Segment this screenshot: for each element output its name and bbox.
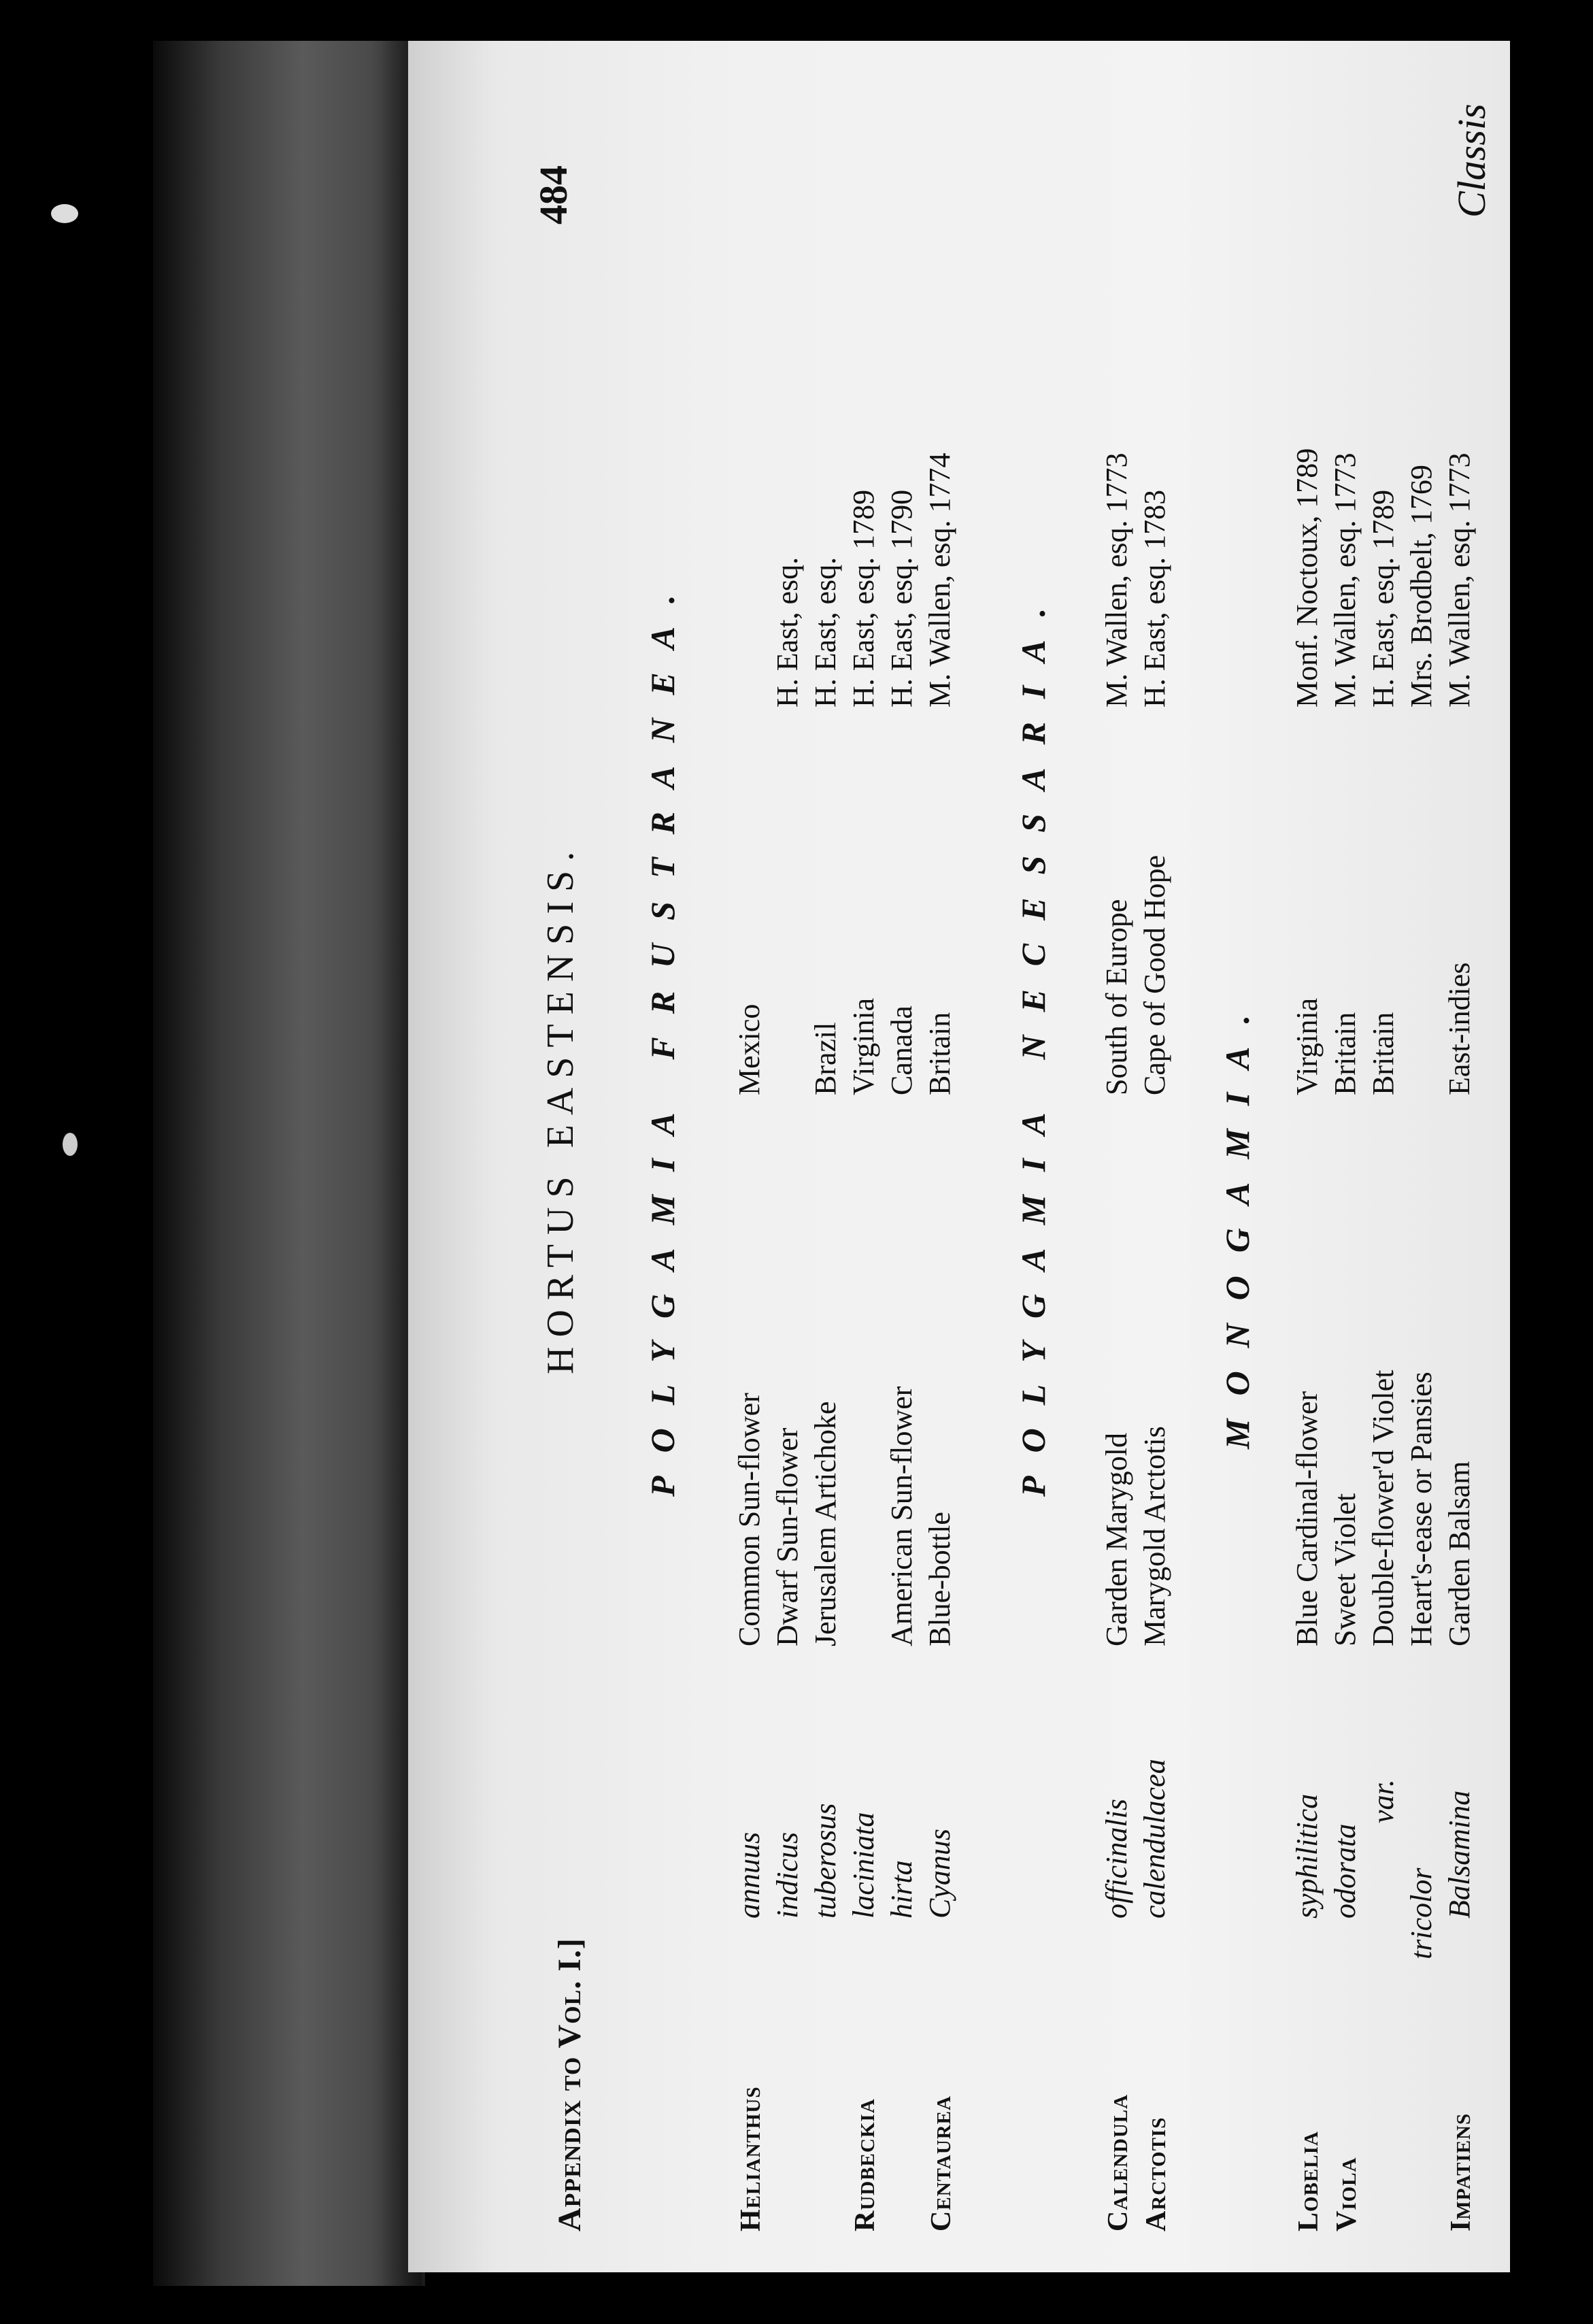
common-name: Jerusalem Artichoke (809, 1401, 842, 1646)
common-name: Garden Marygold (1100, 1432, 1133, 1646)
genus-name: Calendula (1103, 2093, 1134, 2231)
common-name: Dwarf Sun-flower (771, 1427, 804, 1646)
introducer: M. Wallen, esq. 1774 (923, 452, 956, 708)
common-name: Common Sun-flower (733, 1393, 766, 1646)
common-name: Garden Balsam (1443, 1461, 1476, 1646)
section-heading: MONOGAMIA. (1218, 991, 1256, 1449)
common-name: American Sun-flower (885, 1386, 918, 1646)
introducer: M. Wallen, esq. 1773 (1443, 452, 1476, 708)
introducer: M. Wallen, esq. 1773 (1328, 452, 1362, 708)
species-name: indicus (771, 1831, 804, 1919)
common-name: Sweet Violet (1328, 1493, 1362, 1646)
species-name: Cyanus (923, 1829, 956, 1919)
native-place: Brazil (809, 1022, 842, 1095)
common-name: Heart's-ease or Pansies (1405, 1372, 1438, 1646)
species-name: Balsamina (1443, 1790, 1476, 1919)
native-place: Britain (1328, 1012, 1362, 1095)
genus-name: Centaurea (926, 2095, 957, 2231)
introducer: H. East, esq. 1790 (885, 489, 918, 708)
species-name: odorata (1328, 1823, 1362, 1919)
introducer: Mrs. Brodbelt, 1769 (1405, 465, 1438, 708)
introducer: H. East, esq. 1789 (1366, 489, 1400, 708)
common-name: Marygold Arctotis (1138, 1426, 1171, 1646)
species-name: officinalis (1100, 1799, 1133, 1919)
dust-speck (63, 1133, 78, 1156)
genus-name: Rudbeckia (850, 2098, 881, 2231)
species-name: annuus (733, 1831, 766, 1919)
variety-label: var. (1366, 1779, 1400, 1823)
introducer: H. East, esq. (771, 557, 804, 708)
native-place: Virginia (1290, 997, 1324, 1095)
native-place: Canada (885, 1006, 918, 1095)
species-name: calendulacea (1138, 1759, 1171, 1919)
native-place: Mexico (733, 1003, 766, 1095)
native-place: East-indies (1443, 962, 1476, 1095)
dust-speck (51, 204, 78, 223)
rotated-page (476, 41, 1551, 2231)
genus-name: Viola (1331, 2157, 1362, 2231)
species-name: hirta (885, 1860, 918, 1919)
introducer: H. East, esq. 1789 (847, 489, 880, 708)
running-head-title: HORTUS EASTENSIS. (539, 842, 582, 1374)
section-heading: POLYGAMIA FRUSTRANEA. (643, 571, 682, 1497)
section-heading: POLYGAMIA NECESSARIA. (1014, 584, 1052, 1497)
introducer: M. Wallen, esq. 1773 (1100, 452, 1133, 708)
catchword: Classis (1449, 103, 1494, 218)
genus-name: Helianthus (735, 2086, 767, 2231)
introducer: Monf. Noctoux, 1789 (1290, 448, 1324, 708)
common-name: Blue-bottle (923, 1512, 956, 1646)
introducer: H. East, esq. 1783 (1138, 489, 1171, 708)
species-name: laciniata (847, 1812, 880, 1919)
species-name: syphilitica (1290, 1793, 1324, 1919)
genus-name: Lobelia (1293, 2131, 1324, 2231)
genus-name: Impatiens (1445, 2112, 1477, 2231)
native-place: South of Europe (1100, 899, 1133, 1095)
introducer: H. East, esq. (809, 557, 842, 708)
common-name: Blue Cardinal-flower (1290, 1391, 1324, 1646)
genus-name: Arctotis (1141, 2116, 1172, 2231)
native-place: Cape of Good Hope (1138, 854, 1171, 1095)
native-place: Virginia (847, 997, 880, 1095)
native-place: Britain (923, 1012, 956, 1095)
native-place: Britain (1366, 1012, 1400, 1095)
running-head-left: Appendix to Vol. I.] (552, 1938, 588, 2231)
species-name: tuberosus (809, 1803, 842, 1919)
page-number: 484 (531, 165, 575, 225)
species-name: tricolor (1405, 1868, 1438, 1959)
common-name: Double-flower'd Violet (1366, 1370, 1400, 1646)
